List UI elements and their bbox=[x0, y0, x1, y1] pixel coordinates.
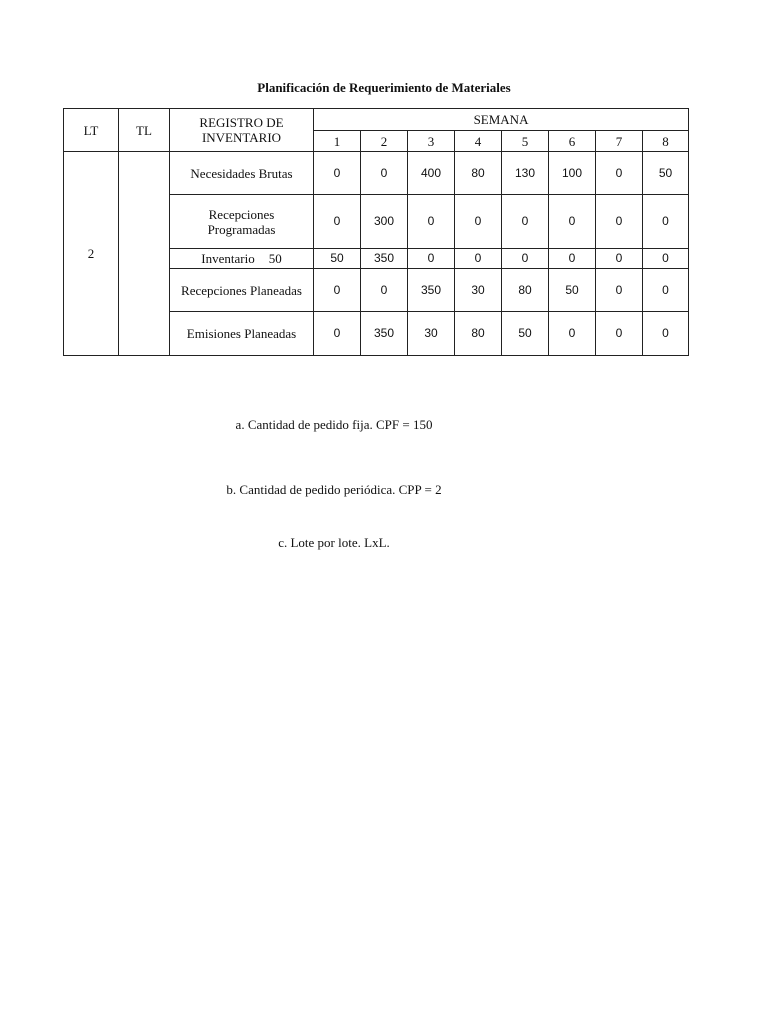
value-cell: 50 bbox=[502, 312, 549, 356]
value-cell: 0 bbox=[643, 269, 689, 312]
value-cell: 350 bbox=[361, 312, 408, 356]
value-cell: 350 bbox=[361, 249, 408, 269]
value-cell: 0 bbox=[596, 269, 643, 312]
value-cell: 0 bbox=[596, 249, 643, 269]
header-registro: REGISTRO DE INVENTARIO bbox=[170, 109, 314, 152]
value-cell: 50 bbox=[314, 249, 361, 269]
value-cell: 0 bbox=[643, 249, 689, 269]
value-cell: 0 bbox=[314, 195, 361, 249]
value-cell: 0 bbox=[455, 195, 502, 249]
week-header: 2 bbox=[361, 131, 408, 152]
value-cell: 100 bbox=[549, 152, 596, 195]
value-cell: 0 bbox=[314, 269, 361, 312]
page-title: Planificación de Requerimiento de Materiales bbox=[257, 80, 511, 95]
value-cell: 0 bbox=[643, 195, 689, 249]
value-cell: 0 bbox=[596, 195, 643, 249]
inventario-initial: 50 bbox=[268, 251, 282, 266]
value-cell: 0 bbox=[361, 269, 408, 312]
value-cell: 300 bbox=[361, 195, 408, 249]
week-header: 1 bbox=[314, 131, 361, 152]
week-header: 3 bbox=[408, 131, 455, 152]
value-cell: 80 bbox=[502, 269, 549, 312]
value-cell: 0 bbox=[596, 312, 643, 356]
week-header: 4 bbox=[455, 131, 502, 152]
week-header: 7 bbox=[596, 131, 643, 152]
value-cell: 30 bbox=[455, 269, 502, 312]
value-cell: 30 bbox=[408, 312, 455, 356]
value-cell: 0 bbox=[502, 249, 549, 269]
value-cell: 0 bbox=[361, 152, 408, 195]
value-cell: 130 bbox=[502, 152, 549, 195]
row-label-recepciones-planeadas: Recepciones Planeadas bbox=[170, 269, 314, 312]
value-cell: 400 bbox=[408, 152, 455, 195]
week-header: 5 bbox=[502, 131, 549, 152]
mrp-table bbox=[63, 108, 689, 356]
value-cell: 80 bbox=[455, 152, 502, 195]
row-label-emisiones-planeadas: Emisiones Planeadas bbox=[170, 312, 314, 356]
value-cell: 0 bbox=[408, 195, 455, 249]
value-cell: 0 bbox=[455, 249, 502, 269]
week-header: 6 bbox=[549, 131, 596, 152]
note-c: c. Lote por lote. LxL. bbox=[278, 535, 390, 550]
note-b: b. Cantidad de pedido periódica. CPP = 2 bbox=[226, 482, 442, 497]
note-a: a. Cantidad de pedido fija. CPF = 150 bbox=[235, 417, 433, 432]
value-cell: 50 bbox=[643, 152, 689, 195]
value-cell: 0 bbox=[596, 152, 643, 195]
value-cell: 0 bbox=[643, 312, 689, 356]
week-header: 8 bbox=[643, 131, 689, 152]
value-cell: 80 bbox=[455, 312, 502, 356]
row-label-inventario: Inventario 50 bbox=[170, 249, 314, 269]
tl-value bbox=[119, 152, 170, 356]
lt-value: 2 bbox=[64, 152, 119, 356]
row-label-recepciones-programadas: Recepciones Programadas bbox=[170, 195, 314, 249]
value-cell: 0 bbox=[314, 312, 361, 356]
header-lt: LT bbox=[64, 109, 119, 152]
value-cell: 350 bbox=[408, 269, 455, 312]
value-cell: 0 bbox=[549, 312, 596, 356]
value-cell: 0 bbox=[502, 195, 549, 249]
header-semana: SEMANA bbox=[314, 109, 689, 131]
row-label-necesidades-brutas: Necesidades Brutas bbox=[170, 152, 314, 195]
value-cell: 0 bbox=[549, 195, 596, 249]
value-cell: 0 bbox=[549, 249, 596, 269]
header-tl: TL bbox=[119, 109, 170, 152]
value-cell: 0 bbox=[314, 152, 361, 195]
value-cell: 50 bbox=[549, 269, 596, 312]
value-cell: 0 bbox=[408, 249, 455, 269]
